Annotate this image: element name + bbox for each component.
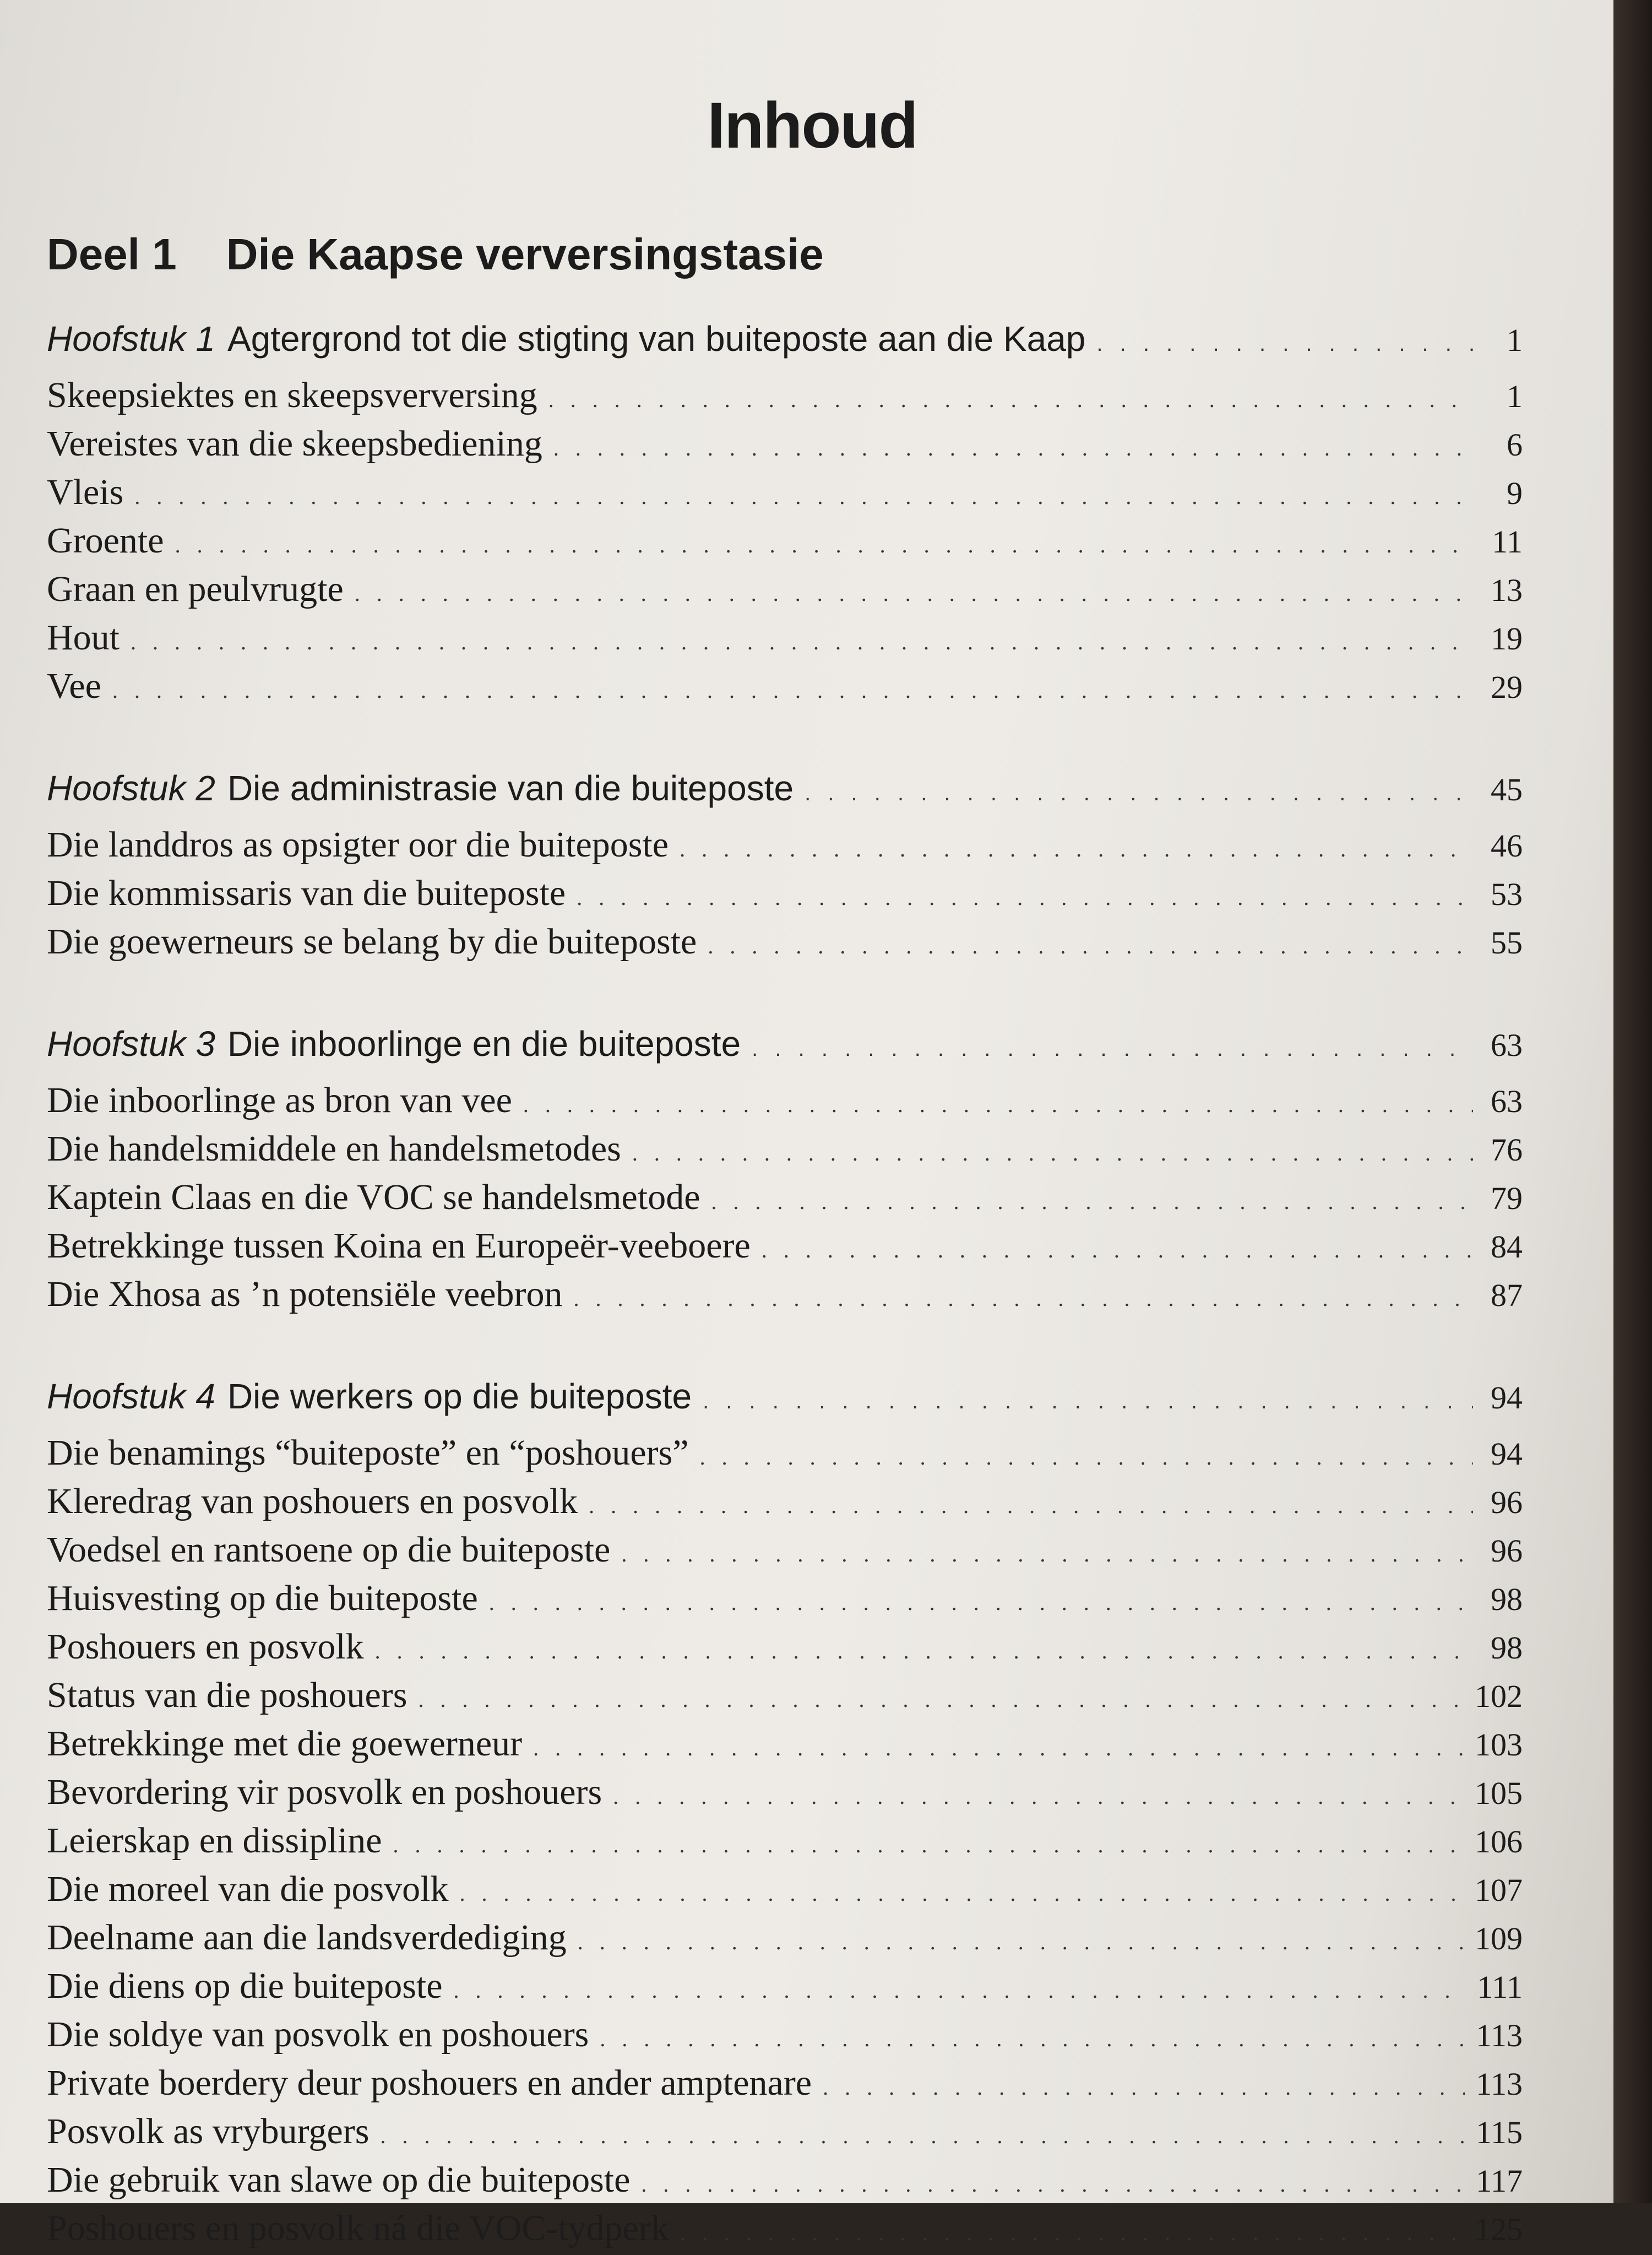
entry-title: Status van die poshouers xyxy=(47,1675,407,1715)
entry-page-number: 105 xyxy=(1475,1775,1523,1811)
dot-leader xyxy=(459,1872,1464,1916)
dot-leader xyxy=(680,2211,1464,2255)
toc-entry xyxy=(47,2207,1523,2255)
entry-page-number: 55 xyxy=(1491,925,1523,961)
chapter-page-number: 63 xyxy=(1491,1027,1523,1063)
dot-leader xyxy=(578,1920,1464,1964)
entry-title: Die handelsmiddele en handelsmetodes xyxy=(47,1129,621,1169)
entry-title: Die inboorlinge as bron van vee xyxy=(47,1080,512,1120)
dot-leader xyxy=(112,669,1473,713)
entry-page-number: 103 xyxy=(1475,1727,1523,1763)
entry-title: Huisvesting op die buiteposte xyxy=(47,1578,478,1618)
chapter-heading xyxy=(47,1023,1523,1064)
dot-leader xyxy=(574,1277,1473,1321)
toc-entry xyxy=(47,470,1523,519)
toc-entry xyxy=(47,2061,1523,2110)
chapter-heading xyxy=(47,1376,1523,1417)
chapter-label: Hoofstuk 1 xyxy=(47,319,215,359)
entry-title: Poshouers en posvolk ná die VOC-tydperk xyxy=(47,2208,669,2248)
entry-title: Die Xhosa as ’n potensiële veebron xyxy=(47,1274,563,1314)
entry-page-number: 113 xyxy=(1476,2066,1523,2102)
entry-page-number: 125 xyxy=(1475,2211,1523,2247)
dot-leader xyxy=(711,1180,1474,1224)
entry-page-number: 19 xyxy=(1491,621,1523,657)
part-number: Deel 1 xyxy=(47,230,177,279)
toc-entry xyxy=(47,1528,1523,1576)
toc-entry xyxy=(47,920,1523,968)
toc-entry xyxy=(47,2013,1523,2061)
dot-leader xyxy=(523,1083,1473,1127)
dot-leader xyxy=(355,572,1473,616)
entry-page-number: 102 xyxy=(1475,1678,1523,1714)
dot-leader xyxy=(823,2066,1465,2110)
entry-page-number: 107 xyxy=(1475,1872,1523,1908)
chapter-page-number: 94 xyxy=(1491,1380,1523,1416)
toc-entry xyxy=(47,1431,1523,1479)
toc-entry xyxy=(47,1625,1523,1673)
entry-title: Vereistes van die skeepsbediening xyxy=(47,424,542,464)
dot-leader xyxy=(134,475,1473,519)
chapter-page-number: 1 xyxy=(1507,322,1523,358)
dot-leader xyxy=(489,1581,1473,1625)
entry-page-number: 96 xyxy=(1491,1533,1523,1569)
entry-title: Vleis xyxy=(47,472,124,512)
dot-leader xyxy=(621,1532,1473,1576)
entry-page-number: 79 xyxy=(1491,1180,1523,1216)
entry-title: Die kommissaris van die buiteposte xyxy=(47,873,566,913)
chapter-label: Hoofstuk 4 xyxy=(47,1376,215,1416)
entry-title: Deelname aan die landsverdediging xyxy=(47,1917,567,1958)
entry-title: Skeepsiektes en skeepsverversing xyxy=(47,375,537,415)
toc-entry xyxy=(47,519,1523,567)
chapter-title: Die inboorlinge en die buiteposte xyxy=(227,1024,741,1064)
chapter-title: Die werkers op die buiteposte xyxy=(227,1376,692,1416)
part-heading xyxy=(47,229,1613,280)
entry-title: Kaptein Claas en die VOC se handelsmetode xyxy=(47,1177,700,1217)
entry-title: Die goewerneurs se belang by die buiteposte xyxy=(47,921,697,962)
chapter-heading xyxy=(47,318,1523,359)
dot-leader xyxy=(752,1037,1473,1061)
chapter-heading xyxy=(47,768,1523,809)
toc-entry xyxy=(47,823,1523,871)
entry-page-number: 87 xyxy=(1491,1277,1523,1313)
entry-page-number: 84 xyxy=(1491,1229,1523,1265)
entry-title: Voedsel en rantsoene op die buiteposte xyxy=(47,1530,611,1570)
dot-leader xyxy=(641,2162,1465,2207)
chapter-page-number: 45 xyxy=(1491,772,1523,807)
entry-page-number: 106 xyxy=(1475,1824,1523,1860)
entry-title: Die moreel van die posvolk xyxy=(47,1869,449,1909)
chapter-title: Die administrasie van die buiteposte xyxy=(227,768,794,808)
entry-page-number: 115 xyxy=(1476,2115,1523,2150)
entry-page-number: 98 xyxy=(1491,1581,1523,1617)
dot-leader xyxy=(632,1131,1473,1175)
toc-entry xyxy=(47,616,1523,664)
dot-leader xyxy=(418,1678,1464,1722)
toc-entry xyxy=(47,422,1523,470)
table-of-contents xyxy=(47,318,1613,2255)
entry-page-number: 113 xyxy=(1476,2018,1523,2053)
entry-title: Poshouers en posvolk xyxy=(47,1627,364,1667)
toc-entry xyxy=(47,567,1523,616)
entry-page-number: 98 xyxy=(1491,1630,1523,1666)
entry-title: Die benamings “buiteposte” en “poshouers” xyxy=(47,1433,689,1473)
entry-title: Hout xyxy=(47,617,119,658)
toc-entry xyxy=(47,1224,1523,1272)
dot-leader xyxy=(380,2114,1465,2158)
dot-leader xyxy=(577,876,1473,920)
dot-leader xyxy=(805,781,1473,806)
entry-title: Private boerdery deur poshouers en ander amptenare xyxy=(47,2063,812,2103)
entry-title: Vee xyxy=(47,666,101,706)
dot-leader xyxy=(175,523,1473,567)
entry-page-number: 96 xyxy=(1491,1484,1523,1520)
entry-title: Die soldye van posvolk en poshouers xyxy=(47,2014,589,2055)
dot-leader xyxy=(375,1629,1473,1673)
toc-entry xyxy=(47,1576,1523,1625)
book-spine-shadow xyxy=(1613,0,1652,2203)
entry-page-number: 109 xyxy=(1475,1921,1523,1956)
entry-title: Betrekkinge tussen Koina en Europeër-veeboere xyxy=(47,1226,751,1266)
entry-title: Leierskap en dissipline xyxy=(47,1820,382,1861)
toc-entry xyxy=(47,1964,1523,2013)
dot-leader xyxy=(533,1726,1464,1770)
dot-leader xyxy=(613,1775,1464,1819)
chapter-title: Agtergrond tot die stigting van buiteposte aan die Kaap xyxy=(227,319,1086,359)
dot-leader xyxy=(589,1484,1473,1528)
dot-leader xyxy=(700,1435,1473,1479)
entry-page-number: 46 xyxy=(1491,828,1523,864)
toc-entry xyxy=(47,1916,1523,1964)
dot-leader xyxy=(703,1389,1473,1414)
dot-leader xyxy=(454,1969,1466,2013)
entry-page-number: 94 xyxy=(1491,1436,1523,1472)
entry-title: Die landdros as opsigter oor die buiteposte xyxy=(47,825,669,865)
entry-page-number: 53 xyxy=(1491,876,1523,912)
dot-leader xyxy=(553,426,1473,470)
entry-page-number: 117 xyxy=(1476,2163,1523,2199)
entry-page-number: 13 xyxy=(1491,572,1523,608)
toc-entry xyxy=(47,1673,1523,1722)
toc-entry xyxy=(47,1479,1523,1528)
entry-page-number: 1 xyxy=(1507,378,1523,414)
toc-entry xyxy=(47,1770,1523,1819)
dot-leader xyxy=(708,924,1473,968)
entry-page-number: 9 xyxy=(1507,475,1523,511)
entry-page-number: 63 xyxy=(1491,1083,1523,1119)
entry-page-number: 11 xyxy=(1492,524,1523,560)
toc-entry xyxy=(47,2158,1523,2207)
dot-leader xyxy=(600,2017,1465,2061)
page-title: Inhoud xyxy=(707,89,917,162)
entry-page-number: 111 xyxy=(1477,1969,1523,2005)
toc-entry xyxy=(47,1175,1523,1224)
toc-entry xyxy=(47,1272,1523,1321)
entry-page-number: 76 xyxy=(1491,1132,1523,1168)
toc-entry xyxy=(47,1867,1523,1916)
dot-leader xyxy=(1096,332,1473,356)
toc-entry xyxy=(47,1819,1523,1867)
dot-leader xyxy=(393,1823,1464,1867)
chapter-label: Hoofstuk 2 xyxy=(47,768,215,808)
entry-title: Betrekkinge met die goewerneur xyxy=(47,1723,523,1764)
entry-page-number: 6 xyxy=(1507,427,1523,463)
dot-leader xyxy=(762,1228,1473,1272)
entry-title: Kleredrag van poshouers en posvolk xyxy=(47,1481,578,1521)
entry-title: Die gebruik van slawe op die buiteposte xyxy=(47,2160,631,2200)
dot-leader xyxy=(548,378,1473,422)
entry-title: Die diens op die buiteposte xyxy=(47,1966,443,2006)
toc-entry xyxy=(47,871,1523,920)
entry-title: Graan en peulvrugte xyxy=(47,569,344,609)
toc-entry xyxy=(47,1127,1523,1175)
chapter-label: Hoofstuk 3 xyxy=(47,1024,215,1064)
dot-leader xyxy=(680,827,1473,871)
entry-title: Posvolk as vryburgers xyxy=(47,2111,369,2151)
toc-entry xyxy=(47,2110,1523,2158)
toc-entry xyxy=(47,373,1523,422)
entry-title: Groente xyxy=(47,521,164,561)
toc-entry xyxy=(47,1078,1523,1127)
toc-entry xyxy=(47,1722,1523,1770)
toc-entry xyxy=(47,664,1523,713)
entry-page-number: 29 xyxy=(1491,669,1523,705)
part-title: Die Kaapse verversingstasie xyxy=(226,230,824,279)
entry-title: Bevordering vir posvolk en poshouers xyxy=(47,1772,602,1812)
dot-leader xyxy=(131,620,1473,664)
